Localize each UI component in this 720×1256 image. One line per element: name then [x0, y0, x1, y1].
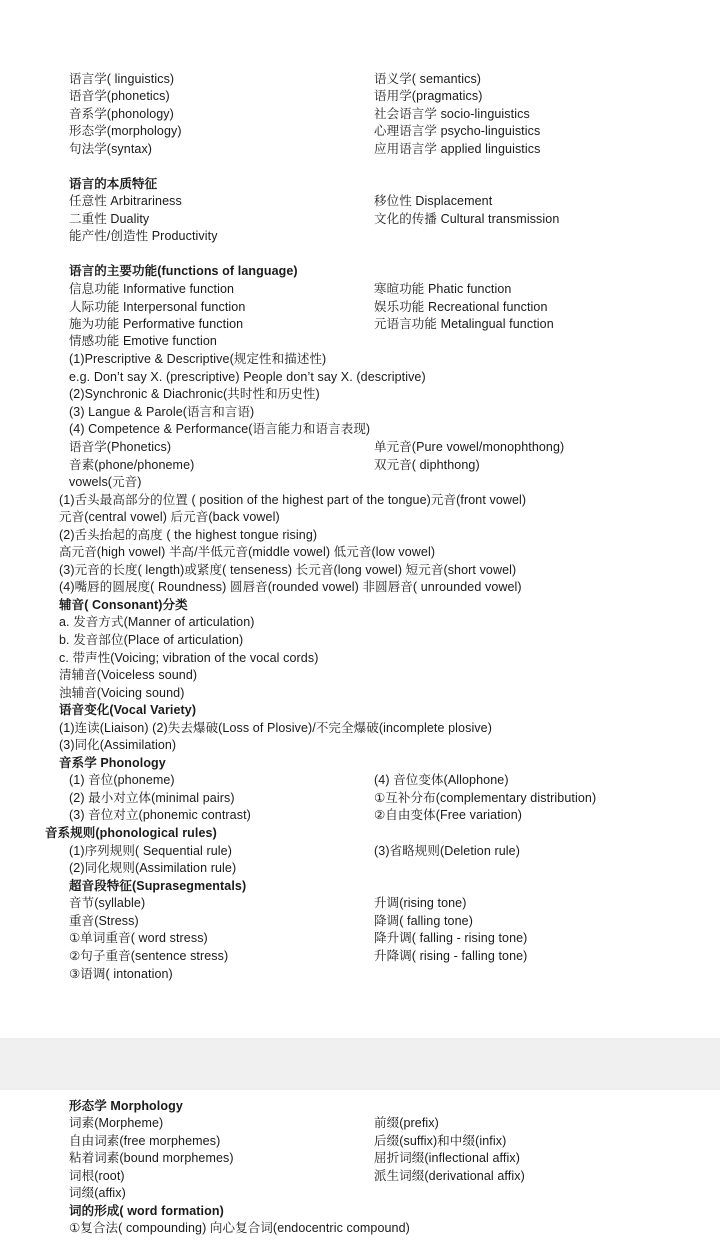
text-line: 音节(syllable): [69, 896, 146, 910]
text-line: 粘着词素(bound morphemes): [69, 1151, 234, 1165]
text-line: 音素(phone/phoneme): [69, 458, 195, 472]
text-line: 双元音( diphthong): [374, 458, 480, 472]
text-line: 社会语言学 socio-linguistics: [374, 107, 530, 121]
text-line: 元语言功能 Metalingual function: [374, 317, 554, 331]
text-line: 词根(root): [69, 1169, 125, 1183]
text-line: 文化的传播 Cultural transmission: [374, 212, 560, 226]
text-line: 语用学(pragmatics): [374, 89, 483, 103]
text-line: 应用语言学 applied linguistics: [374, 142, 541, 156]
text-line: 升降调( rising - falling tone): [374, 949, 528, 963]
text-line: (3)同化(Assimilation): [59, 738, 177, 752]
text-line: ②自由变体(Free variation): [374, 808, 523, 822]
text-line: 寒暄功能 Phatic function: [374, 282, 512, 296]
text-line: c. 带声性(Voicing; vibration of the vocal cords): [59, 651, 319, 665]
text-line: (2)同化规则(Assimilation rule): [69, 861, 237, 875]
text-line: 句法学(syntax): [69, 142, 153, 156]
text-line: (3)省略规则(Deletion rule): [374, 844, 520, 858]
text-line: 语义学( semantics): [374, 72, 482, 86]
section-heading: 音系规则(phonological rules): [45, 826, 217, 840]
text-line: (1)序列规则( Sequential rule): [69, 844, 232, 858]
text-line: (1)舌头最高部分的位置 ( position of the highest part of the tongue)元音(front vowel): [59, 493, 527, 507]
text-line: 形态学(morphology): [69, 124, 182, 138]
text-line: 心理语言学 psycho-linguistics: [374, 124, 541, 138]
text-line: 信息功能 Informative function: [69, 282, 235, 296]
text-line: 移位性 Displacement: [374, 194, 493, 208]
text-line: 语音学(phonetics): [69, 89, 170, 103]
text-line: (1)Prescriptive & Descriptive(规定性和描述性): [69, 352, 327, 366]
text-line: 升调(rising tone): [374, 896, 467, 910]
text-line: 娱乐功能 Recreational function: [374, 300, 548, 314]
text-line: ①单词重音( word stress): [69, 931, 208, 945]
text-line: 施为功能 Performative function: [69, 317, 244, 331]
text-line: 后缀(suffix)和中缀(infix): [374, 1134, 507, 1148]
text-line: 人际功能 Interpersonal function: [69, 300, 246, 314]
text-line: 高元音(high vowel) 半高/半低元音(middle vowel) 低元音(low vowel): [59, 545, 436, 559]
text-line: 浊辅音(Voicing sound): [59, 686, 185, 700]
text-line: ②句子重音(sentence stress): [69, 949, 229, 963]
text-line: 重音(Stress): [69, 914, 139, 928]
text-line: 自由词素(free morphemes): [69, 1134, 221, 1148]
text-line: 单元音(Pure vowel/monophthong): [374, 440, 565, 454]
text-line: (4) Competence & Performance(语言能力和语言表现): [69, 422, 371, 436]
text-line: ①复合法( compounding) 向心复合词(endocentric compound): [69, 1221, 410, 1235]
section-heading: 语音变化(Vocal Variety): [59, 703, 197, 717]
text-line: 音系学(phonology): [69, 107, 174, 121]
document-page-2: [0, 1090, 720, 1256]
text-line: (4)嘴唇的圆展度( Roundness) 圆唇音(rounded vowel) 非圆唇音( unrounded vowel): [59, 580, 522, 594]
text-line: b. 发音部位(Place of articulation): [59, 633, 244, 647]
text-line: 任意性 Arbitrariness: [69, 194, 182, 208]
section-heading: 语言的本质特征: [69, 177, 158, 191]
text-line: ③语调( intonation): [69, 967, 173, 981]
text-line: (3)元音的长度( length)或紧度( tenseness) 长元音(long vowel) 短元音(short vowel): [59, 563, 517, 577]
text-line: (2)Synchronic & Diachronic(共时性和历史性): [69, 387, 320, 401]
text-line: 情感功能 Emotive function: [69, 334, 217, 348]
text-line: 语言学( linguistics): [69, 72, 175, 86]
text-line: (3) Langue & Parole(语言和言语): [69, 405, 255, 419]
text-line: 词缀(affix): [69, 1186, 126, 1200]
text-line: 词素(Morpheme): [69, 1116, 164, 1130]
text-line: (4) 音位变体(Allophone): [374, 773, 509, 787]
text-line: (2)舌头抬起的高度 ( the highest tongue rising): [59, 528, 318, 542]
text-line: 派生词缀(derivational affix): [374, 1169, 525, 1183]
section-heading: 词的形成( word formation): [69, 1204, 224, 1218]
text-line: ①互补分布(complementary distribution): [374, 791, 597, 805]
text-line: 语音学(Phonetics): [69, 440, 172, 454]
section-heading: 音系学 Phonology: [59, 756, 166, 770]
section-heading: 形态学 Morphology: [69, 1099, 183, 1113]
section-heading: 语言的主要功能(functions of language): [69, 264, 298, 278]
text-line: (1)连读(Liaison) (2)失去爆破(Loss of Plosive)/不完全爆破(incomplete plosive): [59, 721, 492, 735]
page-gap: [0, 1038, 720, 1090]
text-line: (1) 音位(phoneme): [69, 773, 175, 787]
text-line: (3) 音位对立(phonemic contrast): [69, 808, 251, 822]
text-line: 元音(central vowel) 后元音(back vowel): [59, 510, 280, 524]
text-line: 清辅音(Voiceless sound): [59, 668, 198, 682]
text-line: 降升调( falling - rising tone): [374, 931, 528, 945]
text-line: 前缀(prefix): [374, 1116, 439, 1130]
text-line: 降调( falling tone): [374, 914, 473, 928]
text-line: 能产性/创造性 Productivity: [69, 229, 218, 243]
text-line: 二重性 Duality: [69, 212, 150, 226]
text-line: (2) 最小对立体(minimal pairs): [69, 791, 235, 805]
text-line: e.g. Don’t say X. (prescriptive) People don’t say X. (descriptive): [69, 370, 426, 384]
section-heading: 辅音( Consonant)分类: [59, 598, 188, 612]
text-line: vowels(元音): [69, 475, 142, 489]
section-heading: 超音段特征(Suprasegmentals): [69, 879, 247, 893]
text-line: a. 发音方式(Manner of articulation): [59, 615, 255, 629]
text-line: 屈折词缀(inflectional affix): [374, 1151, 520, 1165]
